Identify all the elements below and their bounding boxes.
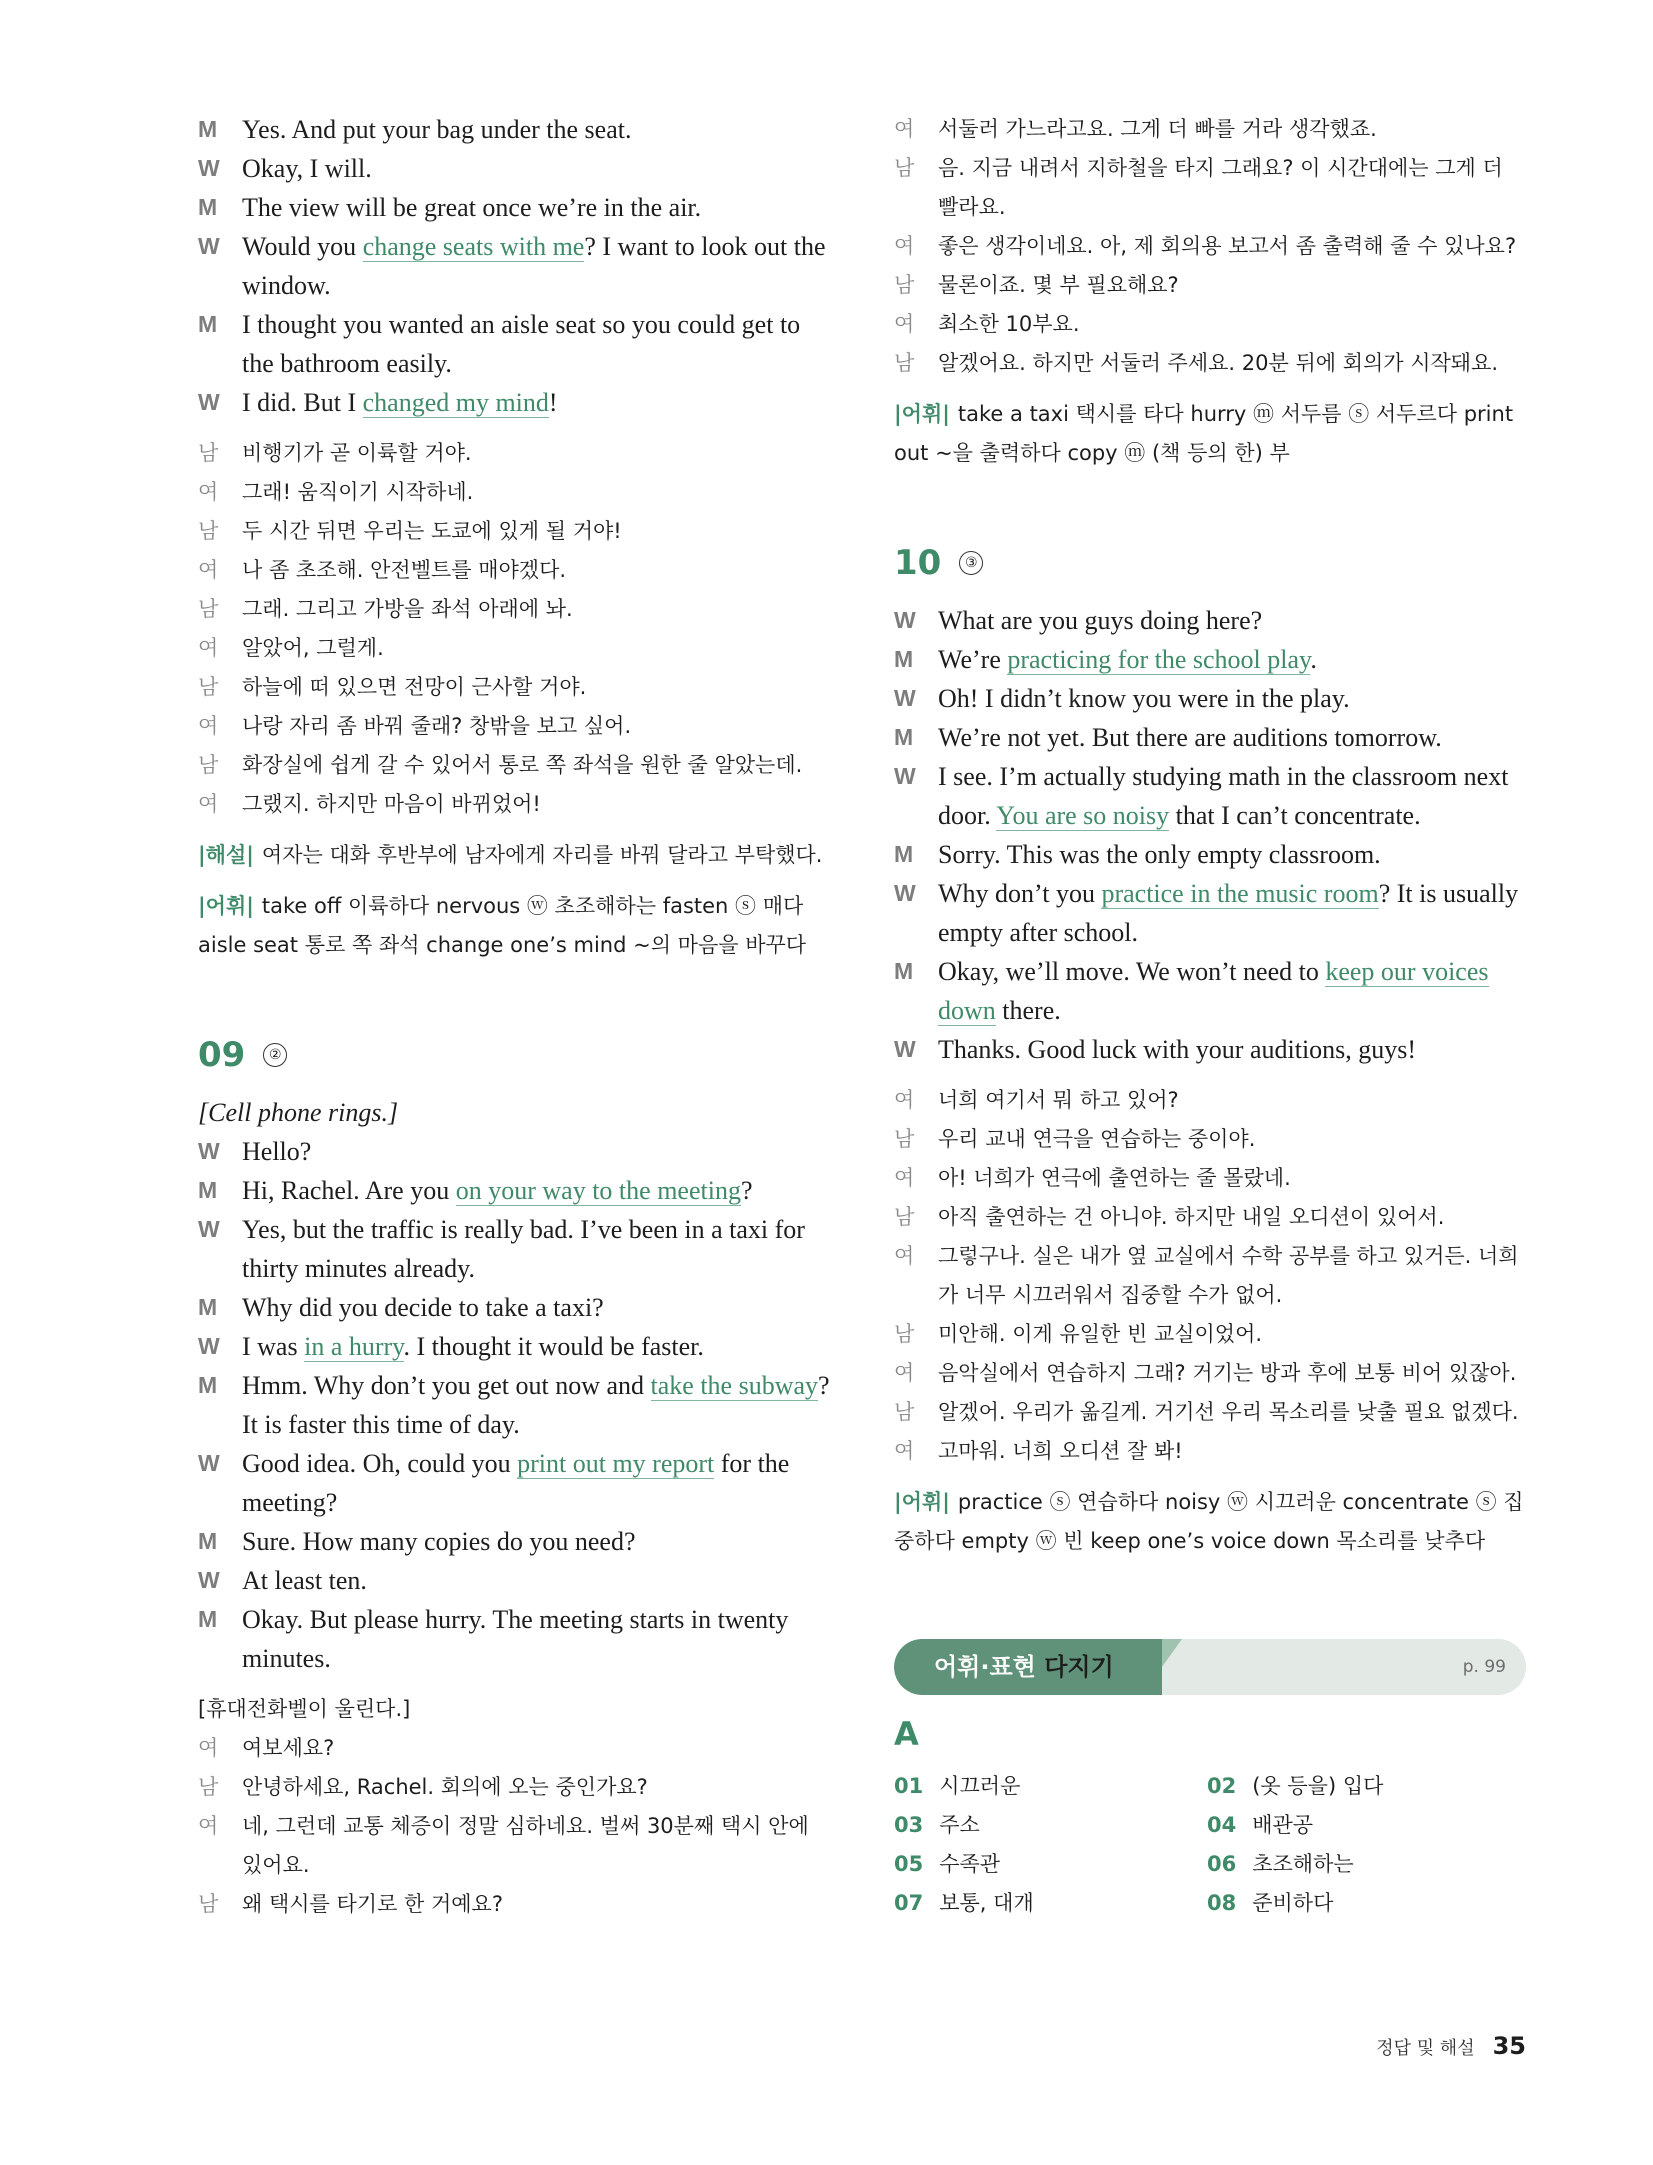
right-column (894, 110, 1526, 1923)
speaker-label: 여 (198, 1814, 219, 1838)
line-text: 두 시간 뒤면 우리는 도쿄에 있게 될 거야! (242, 519, 622, 543)
q10-english-dialogue (894, 601, 1526, 1069)
speaker-label: 여 (894, 1244, 915, 1268)
line-text: Hmm. Why don’t you get out now and (242, 1371, 651, 1400)
korean-dialogue-line (198, 668, 830, 707)
line-text: Oh! I didn’t know you were in the play. (938, 684, 1350, 713)
vocab-answer-item (1207, 1767, 1520, 1806)
vocab-title-part-b: 다지기 (1044, 1653, 1114, 1681)
speaker-label: 남 (894, 273, 915, 297)
vocab-section-banner (894, 1639, 1526, 1695)
vocab-item-number: 04 (1207, 1813, 1237, 1837)
left-column (198, 110, 830, 1924)
vocab-item-number: 03 (894, 1813, 924, 1837)
dialogue-line (198, 1522, 830, 1561)
vocab-item-text: 수족관 (939, 1852, 1001, 1876)
line-text: 미안해. 이게 유일한 빈 교실이었어. (938, 1322, 1263, 1346)
speaker-label: 남 (198, 1892, 219, 1916)
line-text: 그래. 그리고 가방을 좌석 아래에 놔. (242, 597, 573, 621)
dialogue-line (894, 952, 1526, 1030)
vocab-answer-item (894, 1845, 1207, 1884)
line-text: Okay, we’ll move. We won’t need to (938, 957, 1326, 986)
q10-answer: ③ (959, 551, 983, 575)
line-text: 안녕하세요, Rachel. 회의에 오는 중인가요? (242, 1775, 648, 1799)
vocab-item-text: 준비하다 (1252, 1891, 1334, 1915)
speaker-label: W (198, 1216, 220, 1242)
speaker-label: M (198, 116, 218, 142)
dialogue-line (894, 1030, 1526, 1069)
line-text: Good idea. Oh, could you (242, 1449, 518, 1478)
dialogue-line (894, 757, 1526, 835)
line-text: Okay, I will. (242, 154, 372, 183)
line-text: . (1310, 645, 1317, 674)
speaker-label: M (894, 724, 914, 750)
dialogue-line (894, 874, 1526, 952)
dialogue-line (198, 1327, 830, 1366)
vocab-text: practice ⓢ 연습하다 noisy ⓦ 시끄러운 concentrate ⓢ 집중하다 empty ⓦ 빈 keep one’s voice down 목소리를 낮추다 (894, 1490, 1524, 1553)
speaker-label: M (894, 646, 914, 672)
vocab-item-text: 보통, 대개 (939, 1891, 1034, 1915)
speaker-label: M (894, 841, 914, 867)
dialogue-line (198, 1210, 830, 1288)
line-text: 네, 그런데 교통 체증이 정말 심하네요. 벌써 30분째 택시 안에 있어요. (242, 1814, 809, 1877)
line-text: 알겠어. 우리가 옮길게. 거기선 우리 목소리를 낮출 필요 없겠다. (938, 1400, 1519, 1424)
speaker-label: W (894, 685, 916, 711)
key-phrase: changed my mind (362, 388, 549, 417)
speaker-label: 여 (198, 792, 219, 816)
speaker-label: W (198, 1138, 220, 1164)
line-text: ? I want to look out the window. (242, 232, 826, 300)
korean-dialogue-line (198, 1807, 830, 1885)
line-text: Why don’t you (938, 879, 1102, 908)
speaker-label: M (198, 194, 218, 220)
line-text: At least ten. (242, 1566, 367, 1595)
line-text: 음악실에서 연습하지 그래? 거기는 방과 후에 보통 비어 있잖아. (938, 1361, 1517, 1385)
vocab-item-number: 07 (894, 1891, 924, 1915)
line-text: 음. 지금 내려서 지하철을 타지 그래요? 이 시간대에는 그게 더 빨라요. (938, 156, 1503, 219)
line-text: We’re not yet. But there are auditions tomorrow. (938, 723, 1442, 752)
korean-dialogue-line (198, 707, 830, 746)
korean-dialogue-line (198, 746, 830, 785)
key-phrase: in a hurry (304, 1332, 404, 1361)
line-text: Yes, but the traffic is really bad. I’ve been in a taxi for thirty minutes already. (242, 1215, 805, 1283)
dialogue-line (198, 1366, 830, 1444)
speaker-label: 여 (894, 1361, 915, 1385)
line-text: for the meeting? (242, 1449, 790, 1517)
q09-english-dialogue (198, 1132, 830, 1678)
vocab-sub-heading: A (894, 1715, 919, 1753)
dialogue-line (198, 227, 830, 305)
dialogue-line (198, 149, 830, 188)
q10-korean-dialogue (894, 1081, 1526, 1471)
korean-dialogue-line (894, 344, 1526, 383)
line-text: 화장실에 쉽게 갈 수 있어서 통로 쪽 좌석을 원한 줄 알았는데. (242, 753, 803, 777)
line-text: 아! 너희가 연극에 출연하는 줄 몰랐네. (938, 1166, 1291, 1190)
korean-dialogue-line (894, 1315, 1526, 1354)
dialogue-line (198, 1171, 830, 1210)
korean-dialogue-line (894, 266, 1526, 305)
vocab-text: take a taxi 택시를 타다 hurry ⓜ 서두름 ⓢ 서두르다 print out ~을 출력하다 copy ⓜ (책 등의 한) 부 (894, 402, 1514, 465)
speaker-label: W (894, 1036, 916, 1062)
line-text: Why did you decide to take a taxi? (242, 1293, 604, 1322)
speaker-label: W (198, 1567, 220, 1593)
line-text: Hi, Rachel. Are you (242, 1176, 456, 1205)
korean-dialogue-line (894, 305, 1526, 344)
key-phrase: You are so noisy (996, 801, 1170, 830)
line-text: 물론이죠. 몇 부 필요해요? (938, 273, 1179, 297)
speaker-label: 여 (198, 714, 219, 738)
speaker-label: 여 (198, 636, 219, 660)
key-phrase: keep our voices down (938, 957, 1489, 1025)
line-text: 비행기가 곧 이륙할 거야. (242, 441, 472, 465)
korean-dialogue-line (894, 1159, 1526, 1198)
q09-vocab (894, 395, 1526, 473)
speaker-label: M (198, 1177, 218, 1203)
dialogue-line (198, 383, 830, 422)
speaker-label: 남 (894, 1400, 915, 1424)
speaker-label: M (198, 1606, 218, 1632)
line-text: 그렇구나. 실은 내가 옆 교실에서 수학 공부를 하고 있거든. 너희가 너무 시끄러워서 집중할 수가 없어. (938, 1244, 1519, 1307)
line-text: Sure. How many copies do you need? (242, 1527, 636, 1556)
speaker-label: 여 (894, 1166, 915, 1190)
line-text: there. (995, 996, 1061, 1025)
korean-dialogue-line (198, 1729, 830, 1768)
dialogue-line (198, 1288, 830, 1327)
vocab-title-part-a: 어휘·표현 (934, 1653, 1036, 1681)
dialogue-line (198, 1600, 830, 1678)
vocab-item-text: 초조해하는 (1252, 1852, 1354, 1876)
speaker-label: M (198, 1528, 218, 1554)
vocab-tag: |어휘| (894, 1490, 950, 1514)
speaker-label: 남 (198, 441, 219, 465)
korean-dialogue-line (894, 149, 1526, 227)
q09-korean-stage-direction: [휴대전화벨이 울린다.] (198, 1697, 411, 1721)
vocab-answer-grid (894, 1767, 1526, 1923)
vocab-item-number: 05 (894, 1852, 924, 1876)
korean-dialogue-line (198, 1885, 830, 1924)
explanation-text: 여자는 대화 후반부에 남자에게 자리를 바꿔 달라고 부탁했다. (261, 843, 823, 867)
q08-english-dialogue (198, 110, 830, 422)
korean-dialogue-line (198, 512, 830, 551)
speaker-label: 남 (894, 156, 915, 180)
line-text: 아직 출연하는 건 아니야. 하지만 내일 오디션이 있어서. (938, 1205, 1445, 1229)
korean-dialogue-line (198, 434, 830, 473)
vocab-answer-item (894, 1767, 1207, 1806)
line-text: 그랬지. 하지만 마음이 바뀌었어! (242, 792, 541, 816)
line-text: I did. But I (242, 388, 363, 417)
key-phrase: practice in the music room (1101, 879, 1379, 908)
line-text: 하늘에 떠 있으면 전망이 근사할 거야. (242, 675, 587, 699)
korean-dialogue-line (894, 110, 1526, 149)
vocab-answer-item (894, 1806, 1207, 1845)
vocab-item-number: 08 (1207, 1891, 1237, 1915)
line-text: 너희 여기서 뭐 하고 있어? (938, 1088, 1179, 1112)
korean-dialogue-line (198, 551, 830, 590)
line-text: Sorry. This was the only empty classroom. (938, 840, 1381, 869)
speaker-label: 여 (198, 1736, 219, 1760)
speaker-label: 남 (894, 1205, 915, 1229)
dialogue-line (894, 679, 1526, 718)
line-text: Thanks. Good luck with your auditions, guys! (938, 1035, 1417, 1064)
explanation-tag: |해설| (198, 843, 254, 867)
vocab-answer-item (894, 1884, 1207, 1923)
key-phrase: on your way to the meeting (455, 1176, 741, 1205)
q10-vocab (894, 1483, 1526, 1561)
vocab-tag: |어휘| (198, 894, 254, 918)
line-text: 최소한 10부요. (938, 312, 1080, 336)
speaker-label: 여 (894, 1439, 915, 1463)
speaker-label: 여 (198, 558, 219, 582)
speaker-label: W (198, 389, 220, 415)
korean-dialogue-line (894, 1393, 1526, 1432)
korean-dialogue-line (198, 1768, 830, 1807)
footer-label: 정답 및 해설 (1376, 2038, 1475, 2059)
dialogue-line (894, 601, 1526, 640)
line-text: 나랑 자리 좀 바꿔 줄래? 창밖을 보고 싶어. (242, 714, 632, 738)
speaker-label: 여 (894, 234, 915, 258)
dialogue-line (198, 110, 830, 149)
vocab-item-number: 01 (894, 1774, 924, 1798)
q09-header (198, 1035, 830, 1085)
q09-korean-dialogue-right (894, 110, 1526, 383)
line-text: I thought you wanted an aisle seat so you could get to the bathroom easily. (242, 310, 801, 378)
speaker-label: M (198, 311, 218, 337)
line-text: We’re (938, 645, 1008, 674)
line-text: 서둘러 가느라고요. 그게 더 빠를 거라 생각했죠. (938, 117, 1377, 141)
q08-explanation (198, 836, 830, 875)
korean-dialogue-line (894, 1198, 1526, 1237)
line-text: Okay. But please hurry. The meeting starts in twenty minutes. (242, 1605, 789, 1673)
line-text: ! (548, 388, 558, 417)
dialogue-line (198, 305, 830, 383)
speaker-label: 여 (198, 480, 219, 504)
q08-vocab (198, 887, 830, 965)
speaker-label: W (894, 763, 916, 789)
speaker-label: W (198, 1333, 220, 1359)
vocab-item-number: 02 (1207, 1774, 1237, 1798)
vocab-item-text: 주소 (939, 1813, 980, 1837)
line-text: The view will be great once we’re in the air. (242, 193, 702, 222)
line-text: 왜 택시를 타기로 한 거예요? (242, 1892, 503, 1916)
vocab-item-text: (옷 등을) 입다 (1252, 1774, 1384, 1798)
korean-dialogue-line (894, 1432, 1526, 1471)
korean-dialogue-line (198, 629, 830, 668)
line-text: 좋은 생각이네요. 아, 제 회의용 보고서 좀 출력해 줄 수 있나요? (938, 234, 1517, 258)
speaker-label: M (198, 1294, 218, 1320)
q10-number: 10 (894, 543, 942, 583)
vocab-item-text: 시끄러운 (939, 1774, 1021, 1798)
speaker-label: 남 (894, 1322, 915, 1346)
speaker-label: 남 (894, 1127, 915, 1151)
line-text: Yes. And put your bag under the seat. (242, 115, 632, 144)
key-phrase: take the subway (650, 1371, 819, 1400)
q09-korean-dialogue-left (198, 1729, 830, 1924)
speaker-label: 남 (894, 351, 915, 375)
speaker-label: 남 (198, 597, 219, 621)
speaker-label: M (198, 1372, 218, 1398)
speaker-label: M (894, 958, 914, 984)
q10-header (894, 543, 1526, 593)
vocab-item-text: 배관공 (1252, 1813, 1314, 1837)
vocab-page-ref: p. 99 (1462, 1657, 1506, 1677)
key-phrase: print out my report (517, 1449, 715, 1478)
korean-dialogue-line (894, 1354, 1526, 1393)
line-text: 알겠어요. 하지만 서둘러 주세요. 20분 뒤에 회의가 시작돼요. (938, 351, 1499, 375)
vocab-text: take off 이륙하다 nervous ⓦ 초조해하는 fasten ⓢ 매다 aisle seat 통로 쪽 좌석 change one’s mind ~의 마음을 바꾸다 (198, 894, 807, 957)
korean-dialogue-line (894, 1120, 1526, 1159)
line-text: I see. I’m actually studying math in the classroom next door. (938, 762, 1509, 830)
korean-dialogue-line (198, 590, 830, 629)
line-text: . I thought it would be faster. (403, 1332, 704, 1361)
speaker-label: W (198, 155, 220, 181)
dialogue-line (894, 718, 1526, 757)
speaker-label: 남 (198, 519, 219, 543)
q08-korean-dialogue (198, 434, 830, 824)
speaker-label: 남 (198, 1775, 219, 1799)
page-footer (1376, 2032, 1526, 2060)
vocab-item-number: 06 (1207, 1852, 1237, 1876)
line-text: 고마워. 너희 오디션 잘 봐! (938, 1439, 1183, 1463)
line-text: Hello? (242, 1137, 312, 1166)
speaker-label: 여 (894, 117, 915, 141)
q09-number: 09 (198, 1035, 246, 1075)
speaker-label: 남 (198, 675, 219, 699)
line-text: 나 좀 초조해. 안전벨트를 매야겠다. (242, 558, 567, 582)
line-text: I was (242, 1332, 305, 1361)
dialogue-line (198, 1132, 830, 1171)
vocab-answer-item (1207, 1884, 1520, 1923)
dialogue-line (894, 640, 1526, 679)
vocab-answer-item (1207, 1806, 1520, 1845)
korean-dialogue-line (198, 785, 830, 824)
line-text: 우리 교내 연극을 연습하는 중이야. (938, 1127, 1256, 1151)
line-text: Would you (242, 232, 363, 261)
speaker-label: W (894, 880, 916, 906)
korean-dialogue-line (894, 1081, 1526, 1120)
speaker-label: 남 (198, 753, 219, 777)
korean-dialogue-line (894, 1237, 1526, 1315)
line-text: 그래! 움직이기 시작하네. (242, 480, 474, 504)
speaker-label: W (894, 607, 916, 633)
korean-dialogue-line (894, 227, 1526, 266)
page-number: 35 (1492, 2032, 1526, 2060)
vocab-answer-item (1207, 1845, 1520, 1884)
line-text: ? (740, 1176, 753, 1205)
speaker-label: 여 (894, 312, 915, 336)
line-text: that I can’t concentrate. (1169, 801, 1421, 830)
key-phrase: change seats with me (362, 232, 585, 261)
line-text: 여보세요? (242, 1736, 335, 1760)
vocab-tag: |어휘| (894, 402, 950, 426)
line-text: ? It is usually empty after school. (938, 879, 1519, 947)
dialogue-line (198, 1444, 830, 1522)
speaker-label: W (198, 233, 220, 259)
korean-dialogue-line (198, 473, 830, 512)
line-text: 알았어, 그럴게. (242, 636, 384, 660)
key-phrase: practicing for the school play (1007, 645, 1311, 674)
speaker-label: W (198, 1450, 220, 1476)
dialogue-line (894, 835, 1526, 874)
vocab-section-title (934, 1639, 1114, 1695)
line-text: What are you guys doing here? (938, 606, 1263, 635)
q09-stage-direction: [Cell phone rings.] (198, 1098, 399, 1127)
q09-answer: ② (263, 1043, 287, 1067)
dialogue-line (198, 188, 830, 227)
line-text: ? It is faster this time of day. (242, 1371, 830, 1439)
dialogue-line (198, 1561, 830, 1600)
speaker-label: 여 (894, 1088, 915, 1112)
